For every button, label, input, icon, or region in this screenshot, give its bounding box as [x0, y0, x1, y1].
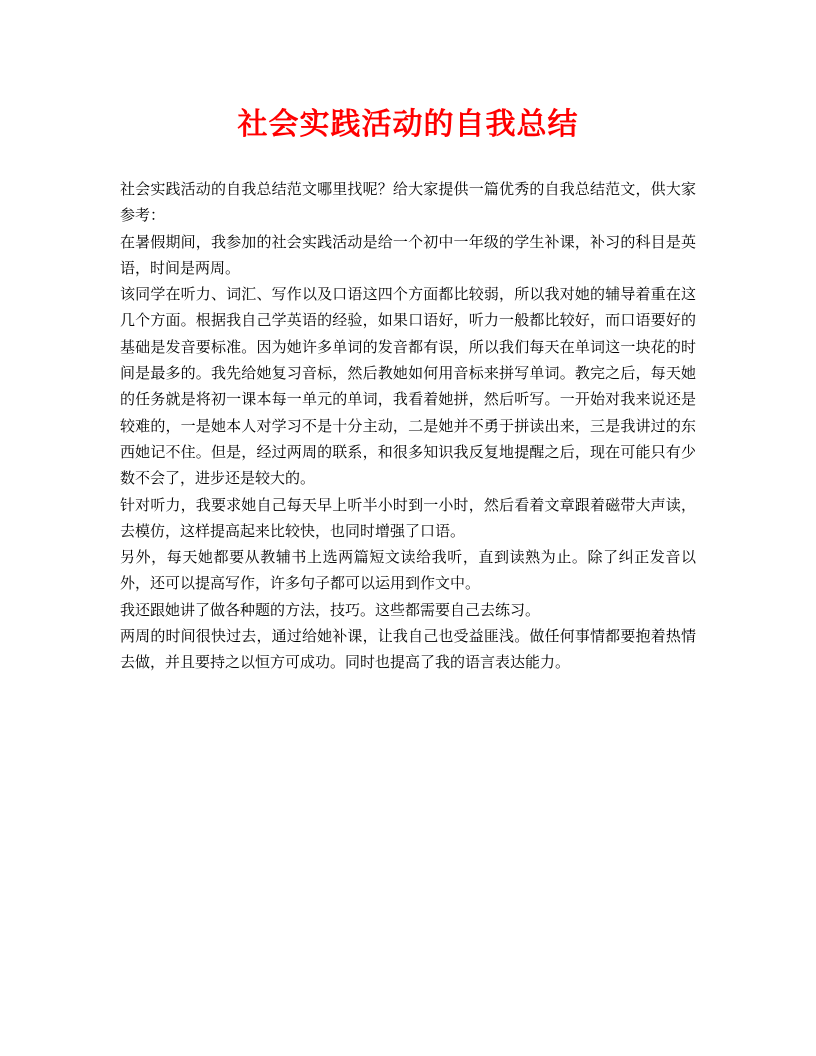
document-title: 社会实践活动的自我总结 [237, 107, 579, 142]
paragraph-listening: 针对听力，我要求她自己每天早上听半小时到一小时，然后看着文章跟着磁带大声读，去模仿，这样提高起来比较快，也同时增强了口语。 [120, 495, 696, 540]
paragraph-reading: 另外，每天她都要从教辅书上选两篇短文读给我听，直到读熟为止。除了纠正发音以外，还可以提高写作，许多句子都可以运用到作文中。 [120, 548, 696, 593]
paragraph-method: 该同学在听力、词汇、写作以及口语这四个方面都比较弱，所以我对她的辅导着重在这几个方面。根据我自己学英语的经验，如果口语好，听力一般都比较好，而口语要好的基础是发音要标准。因为她许多单词的发音都有误，所以我们每天在单词这一块花的时间是最多的。我先给她复习音标，然后教她如何用音标来拼写单词。教完之后，每天她的任务就是将初一课本每一单元的单词，我看着她拼，然后听写。一开始对我来说还是较难的，一是她本人对学习不是十分主动，二是她并不勇于拼读出来，三是我讲过的东西她记不住。但是，经过两周的联系，和很多知识我反复地提醒之后，现在可能只有少数不会了，进步还是较大的。 [120, 285, 696, 488]
paragraph-activity: 在暑假期间，我参加的社会实践活动是给一个初中一年级的学生补课，补习的科目是英语，时间是两周。 [120, 232, 696, 277]
document-body [120, 176, 696, 676]
paragraph-conclusion: 两周的时间很快过去，通过给她补课，让我自己也受益匪浅。做任何事情都要抱着热情去做，并且要持之以恒方可成功。同时也提高了我的语言表达能力。 [120, 627, 696, 672]
paragraph-intro: 社会实践活动的自我总结范文哪里找呢？给大家提供一篇优秀的自我总结范文，供大家参考： [120, 180, 696, 225]
paragraph-techniques: 我还跟她讲了做各种题的方法，技巧。这些都需要自己去练习。 [120, 600, 541, 619]
